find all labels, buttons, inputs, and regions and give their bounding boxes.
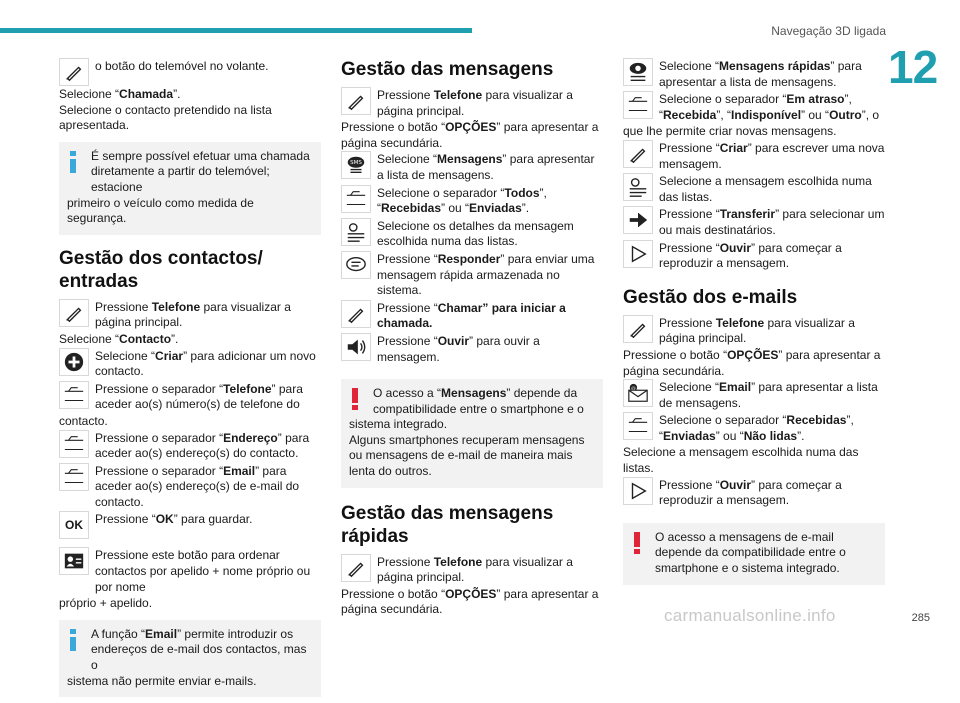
pen-icon [341,87,371,115]
paragraph: Selecione o contacto pretendido na lista apresentada. [59,102,272,133]
email-icon [623,379,653,407]
list-item: o botão do telemóvel no volante. [59,58,321,86]
chapter-number: 12 [888,41,938,93]
list-item: Pressione Telefone para visualizar a página principal. [59,299,321,331]
warning-note: O acesso a “Mensagens” depende da compatibilidade entre o smartphone e o sistema integrado. Alguns smartphones recuperam mensagens ou mensagens de e-mail de maneira mais lenta do outros. [341,379,603,488]
pen-icon [341,300,371,328]
watermark: carmanualsonline.info [664,606,836,625]
reply-icon [341,251,371,279]
paragraph: Selecione a mensagem escolhida numa das listas. [623,445,859,476]
pen-icon [341,554,371,582]
paragraph: Selecione “Contacto”. [59,331,179,346]
list-item: Selecione o separador “Em atraso”, “Recebida”, “Indisponível” ou “Outro”, o [623,91,885,123]
tab-icon [623,91,653,119]
list-item: Selecione a mensagem escolhida numa das listas. [623,173,885,205]
paragraph: Pressione o botão “OPÇÕES” para apresentar a página secundária. [341,120,599,150]
column-1 [59,58,321,703]
forward-icon [623,206,653,234]
column-2 [341,58,603,618]
list-item: Pressione “Transferir” para selecionar um ou mais destinatários. [623,206,885,238]
tab-icon [341,185,371,213]
plus-icon [59,348,89,376]
list-item: Pressione o separador “Email” para aceder ao(s) endereço(s) de e-mail do contacto. [59,463,321,511]
message-details-icon [623,173,653,201]
list-item: OK Pressione “OK” para guardar. [59,511,321,539]
list-item: Pressione “Criar” para escrever uma nova mensagem. [623,140,885,172]
paragraph: que lhe permite criar novas mensagens. [623,124,837,139]
sort-contacts-icon [59,547,89,575]
speaker-icon [341,333,371,361]
heading-contacts: Gestão dos contactos/ entradas [59,247,263,292]
info-note: A função “Email” permite introduzir os endereços de e-mail dos contactos, mas o sistema não permite enviar e-mails. [59,620,321,697]
warning-icon [633,532,641,554]
warning-icon [351,388,359,410]
list-item: Selecione os detalhes da mensagem escolhida numa das listas. [341,218,603,250]
tab-icon [623,412,653,440]
list-item: Pressione o separador “Telefone” para aceder ao(s) número(s) de telefone do [59,381,321,413]
pen-icon [623,315,653,343]
list-item: Pressione este botão para ordenar contactos por apelido + nome próprio ou por nome [59,547,321,595]
message-details-icon [341,218,371,246]
paragraph: Pressione o botão “OPÇÕES” para apresentar a página secundária. [623,347,881,378]
ok-icon: OK [59,511,89,539]
pen-icon [59,299,89,327]
play-icon [623,477,653,505]
quick-message-icon [623,58,653,86]
pen-icon [623,140,653,168]
page-number: 285 [911,612,930,624]
paragraph: Selecione “Chamada”. [59,87,181,101]
list-item: Selecione “Email” para apresentar a lista de mensagens. [623,379,885,411]
list-item: Pressione Telefone para visualizar a página principal. [623,315,885,347]
paragraph: próprio + apelido. [59,596,153,611]
list-item: Pressione “Responder” para enviar uma mensagem rápida armazenada no sistema. [341,251,603,299]
section-title: Navegação 3D ligada [771,24,886,38]
list-item: Pressione o separador “Endereço” para aceder ao(s) endereço(s) do contacto. [59,430,321,462]
column-3 [623,58,885,591]
list-item: Selecione “Mensagens” para apresentar a lista de mensagens. [341,151,603,183]
info-icon [69,151,77,173]
heading-messages: Gestão das mensagens [341,59,554,80]
list-item: Selecione “Mensagens rápidas” para apresentar a lista de mensagens. [623,58,885,90]
paragraph: contacto. [59,413,108,428]
tab-icon [59,381,89,409]
list-item: Pressione “Chamar” para iniciar a chamada. [341,300,603,332]
info-note: É sempre possível efetuar uma chamada diretamente a partir do telemóvel; estacione primeiro o veículo como medida de segurança. [59,142,321,235]
warning-note: O acesso a mensagens de e-mail depende da compatibilidade entre o smartphone e o sistema integrado. [623,523,885,585]
list-item: Selecione o separador “Recebidas”, “Enviadas” ou “Não lidas”. [623,412,885,444]
list-item: Pressione “Ouvir” para começar a reproduzir a mensagem. [623,240,885,272]
heading-quick-messages: Gestão das mensagens rápidas [341,502,554,547]
sms-icon [341,151,371,179]
heading-emails: Gestão dos e-mails [623,286,798,308]
list-item: Pressione “Ouvir” para ouvir a mensagem. [341,333,603,365]
list-item: Selecione “Criar” para adicionar um novo contacto. [59,348,321,380]
header-accent-bar [0,28,472,33]
tab-icon [59,463,89,491]
list-item: Selecione o separador “Todos”, “Recebidas” ou “Enviadas”. [341,185,603,217]
list-item: Pressione “Ouvir” para começar a reproduzir a mensagem. [623,477,885,509]
tab-icon [59,430,89,458]
list-item: Pressione Telefone para visualizar a página principal. [341,554,603,586]
paragraph: Pressione o botão “OPÇÕES” para apresentar a página secundária. [341,586,599,617]
pen-icon [59,58,89,86]
list-item: Pressione Telefone para visualizar a página principal. [341,87,603,119]
play-icon [623,240,653,268]
